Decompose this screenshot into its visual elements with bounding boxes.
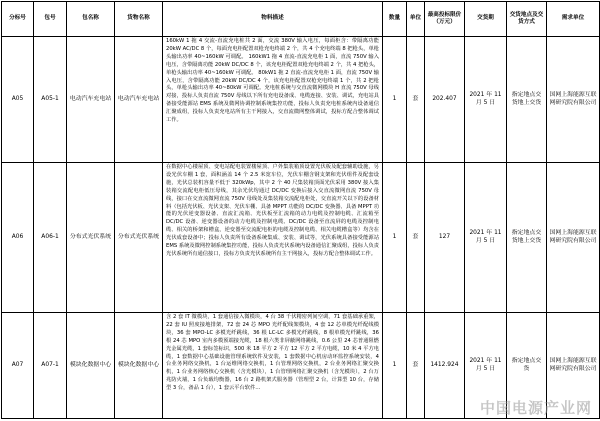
cell-description: 160kW 1 拖 4 交流-直流充电桩共 2 面，交流 380V 输入电压，每面柜含：带隔离功能 20kW AC/DC 8 个，每面充电柜配置双枪充电终端 2 个，共 4 个充电终端 8 把枪头，单枪头输出功率 40~160kW 可调配。 160kW1 拖 4 直流-直流充电柜 1 面，直流 750V 输入电压，含带隔离功能 20kW DC/DC 8 个，该充电柜配置双枪充电终端 2 个，共 4 把枪头，单枪头输出功率 40~160kW 可调配。 80kW1 拖 2 直流-直流充电柜 1 面，直流 750V 输入电压，含带隔离功能 20kW DC/DC 4 个，该充电柜配置双枪充电终端 1 个，共 2 把枪头，单枪头输出功率 40~80kW 可调配。充电桩系统与交直流微网模块 H 直流 750V 母线对接，投标人负责直流 750V 母线以下所有充电设备成、电缆连接、安装、调试，充电站具备接受能源站 EMS 系统及微网协调控制系统集控功能，投标人负责充电桩系统内设备通信汇聚成组，投标人负责充电站所有主干网接入，交直流微网整体调试，投标方配合整体调试工作。 xyxy=(163,37,383,163)
cell-max-price: 202.407 xyxy=(425,37,465,163)
cell-location: 指定地点交货 xyxy=(507,313,547,419)
cell-demand-unit: 国网上海能源互联网研究院有限公司 xyxy=(547,163,600,313)
header-lot: 分标号 xyxy=(2,2,34,37)
cell-package: A07-1 xyxy=(34,313,67,419)
header-unit: 单位 xyxy=(407,2,425,37)
cell-max-price: 127 xyxy=(425,163,465,313)
cell-lot: A06 xyxy=(2,163,34,313)
header-demand-unit: 需求单位 xyxy=(547,2,600,37)
cell-goods-name: 分布式光伏系统 xyxy=(115,163,163,313)
cell-qty: 1 xyxy=(383,163,407,313)
cell-package: A06-1 xyxy=(34,163,67,313)
header-description: 物料描述 xyxy=(163,2,383,37)
procurement-table xyxy=(1,1,600,419)
cell-qty: 1 xyxy=(383,313,407,419)
cell-demand-unit: 国网上海能源互联网研究院有限公司 xyxy=(547,37,600,163)
table-row xyxy=(2,37,600,163)
cell-location: 指定地点交货地上交货 xyxy=(507,163,547,313)
header-package: 包号 xyxy=(34,2,67,37)
cell-package-name: 模块化数据中心 xyxy=(67,313,115,419)
cell-unit: 套 xyxy=(407,313,425,419)
header-package-name: 包名称 xyxy=(67,2,115,37)
cell-lot: A07 xyxy=(2,313,34,419)
cell-description: 在数据中心楼屋顶、变电站配电装置楼屋顶、户外集装箱顶设置光伏板及配套辅助设施，另设光伏车棚 1 套，面积涵盖 14 个 2.5 米宽车位，光伏车棚含钢支架和光伏组件及配套设施，光伏总装机容量不低于 320kWp，其中 2 个 40 尺集装箱顶面光伏采用 380V 接入集装箱交流配电柜低压母线，其余光伏均通过 DC/DC 变换后接入交直流微网直流 750V 母线，接口在交直流微网直流 750V 母线处及集装箱交流配电柜处，交直流开关以下的设备材料（包括光伏板、光伏支架、光伏车棚、具备 MPPT 功能的 DC/DC 变换器、具备 MPPT 功能的光伏逆变器设备、直流汇流箱、光伏板至汇流箱的动力电缆及控制电缆、汇流箱至 DC/DC 设备、逆变器设备的动力电缆及控制电缆、DC/DC 设备至直流屏的电缆及控制电缆、相关的桥架和槽盒，逆变器至交流配电柜的电缆及控制电缆、相关电缆槽盒等）均含在光伏成套设备中；投标人负责所有设备系统集成、安装、调试等，光伏系统具备接受能源站 EMS 系统及微网控制系统集控功能，投标人负责光伏系统内设备通信汇聚成组，投标人负责光伏系统所有通信接口，投标方负责光伏系统所有主干网接入，投标方配合整体调试工作。 xyxy=(163,163,383,313)
cell-delivery: 2021 年 11 月 5 日 xyxy=(465,313,507,419)
cell-demand-unit: 国网上海能源互联网研究院有限公司 xyxy=(547,313,600,419)
watermark: 中国电源产业网 xyxy=(479,399,592,417)
cell-max-price: 1412.924 xyxy=(425,313,465,419)
cell-goods-name: 模块化数据中心 xyxy=(115,313,163,419)
cell-unit: 套 xyxy=(407,163,425,313)
cell-package: A05-1 xyxy=(34,37,67,163)
header-delivery: 交货期 xyxy=(465,2,507,37)
cell-goods-name: 电动汽车充电站 xyxy=(115,37,163,163)
cell-description: 含 2 套 IT 微模块，1 套通信接入微模块，4 台 38 千伏精密列间空调，71 套基础承重架，22 套 IU 照度接地排架，72 套 24 芯 MPO 光纤配线架模块，4 套 12 芯单模光纤配线模块，36 套 MPO-LC 多模光纤跳线，36 根 LC-LC 多模光纤跳线，8 根单模光纤跳线，36 根 24 芯 MPO 室内多模预端接光缆，18 根六类非屏蔽网络跳线，0.6 公里 24 芯普通阻燃光金属光缆，1 套标签标识，500 米 18 平方 2 平方 12 平方 2 平方电缆，10 米 4 平方电缆，1 套数据中心基础设施管理系统软件及安装，1 套数据中心机房动环监控系统安装，4 台业务网络交换机，1 台运维网络交换机，1 台管理网络交换机，2 台业务网络汇聚交换机，1 台业务网络核心交换机（含光模块），1 台管理网络汇聚交换机（含光模块），2 台万兆防火墙，1 台负载均衡器，16 台 2 路机架式服务器（管理型 2 台，计算型 10 台，存储型 3 台，备品 1 台），1 套云平台软件… xyxy=(163,313,383,419)
cell-unit: 套 xyxy=(407,37,425,163)
table-row xyxy=(2,163,600,313)
cell-lot: A05 xyxy=(2,37,34,163)
cell-location: 指定地点交货地上交货 xyxy=(507,37,547,163)
cell-package-name: 电动汽车充电站 xyxy=(67,37,115,163)
cell-package-name: 分布式光伏系统 xyxy=(67,163,115,313)
table-header-row xyxy=(2,2,600,37)
header-location: 交货地点及交货方式 xyxy=(507,2,547,37)
header-qty: 数量 xyxy=(383,2,407,37)
cell-delivery: 2021 年 11 月 5 日 xyxy=(465,37,507,163)
cell-qty: 1 xyxy=(383,37,407,163)
header-goods-name: 货物名称 xyxy=(115,2,163,37)
header-max-price: 最高投标限价（万元） xyxy=(425,2,465,37)
cell-delivery: 2021 年 11 月 5 日 xyxy=(465,163,507,313)
